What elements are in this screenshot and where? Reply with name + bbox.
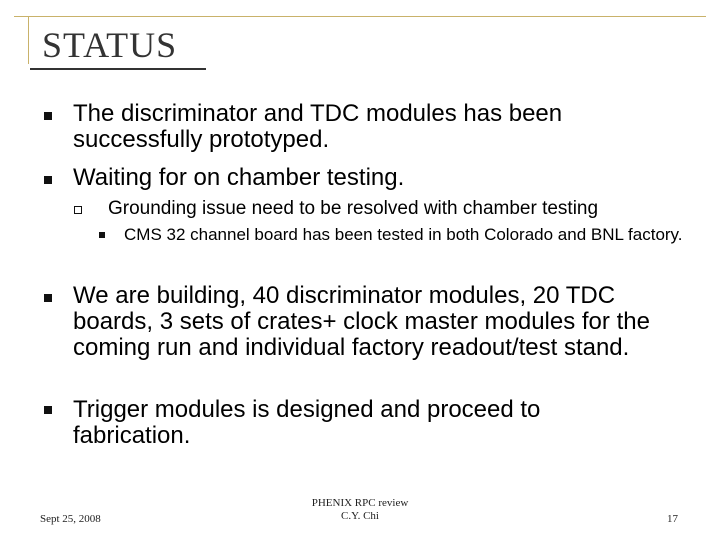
sub-sub-bullet-icon <box>99 232 105 238</box>
bullet-icon <box>44 406 52 414</box>
sub-sub-bullet-text: CMS 32 channel board has been tested in both Colorado and BNL factory. <box>124 225 683 244</box>
bullet-text: Trigger modules is designed and proceed to fabrication. <box>73 396 541 449</box>
sub-bullet-text: Grounding issue need to be resolved with chamber testing <box>108 198 599 219</box>
footer-presentation-title: PHENIX RPC review <box>311 497 409 509</box>
footer-date: Sept 25, 2008 <box>40 513 101 525</box>
footer-page-number: 17 <box>667 513 678 525</box>
sub-bullet-icon <box>74 206 82 214</box>
title-underline <box>30 68 206 70</box>
footer-author: C.Y. Chi <box>340 510 379 522</box>
bullet-icon <box>44 176 52 184</box>
bullet-icon <box>44 294 52 302</box>
bullet-text: Waiting for on chamber testing. <box>73 164 405 191</box>
bullet-text: We are building, 40 discriminator modules, 20 TDC boards, 3 sets of crates+ clock master modules for the coming run and individual factory readout/test stand. <box>73 282 650 361</box>
frame-left-line <box>28 16 29 64</box>
frame-top-line <box>14 16 706 17</box>
bullet-text: The discriminator and TDC modules has been successfully prototyped. <box>73 100 563 153</box>
bullet-icon <box>44 112 52 120</box>
footer-center <box>300 497 420 523</box>
slide-title: STATUS <box>42 25 178 65</box>
